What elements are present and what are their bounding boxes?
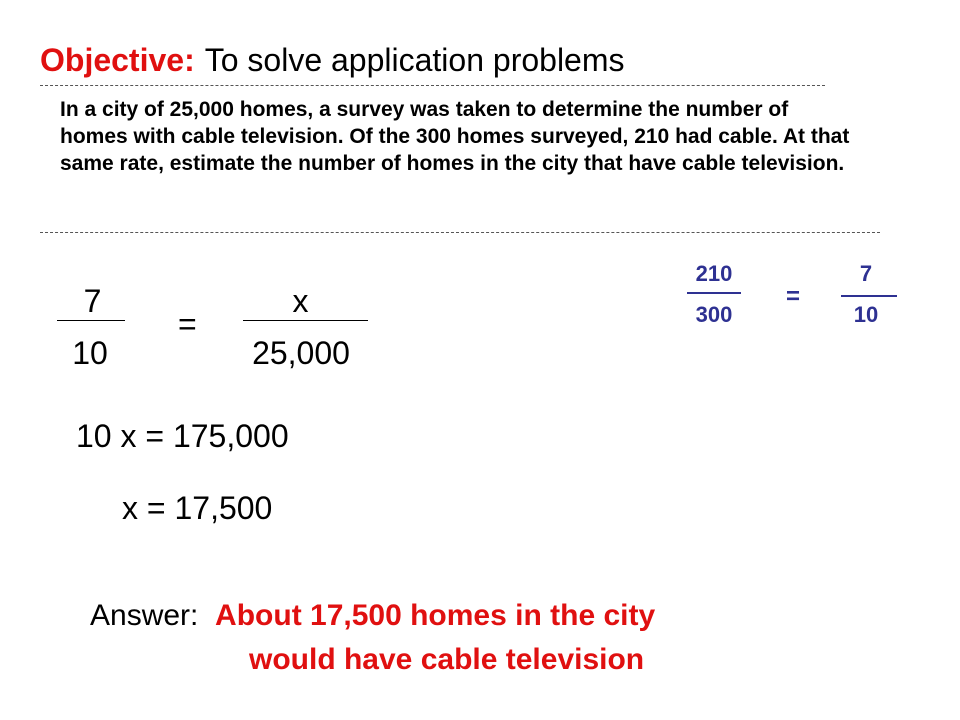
proportion-left-denominator: 10 — [72, 335, 108, 371]
answer-text-line-2: would have cable television — [249, 643, 645, 676]
objective-label: Objective: — [40, 42, 195, 78]
side-ratio-right-denominator: 10 — [853, 302, 879, 327]
bottom-divider — [40, 232, 880, 233]
side-ratio-left-fraction-bar — [687, 292, 741, 294]
proportion-left-numerator: 7 — [83, 283, 102, 319]
objective-heading — [40, 40, 625, 80]
side-ratio-right-fraction-bar — [841, 295, 897, 297]
step-cross-multiply: 10 x = 175,000 — [76, 418, 289, 454]
proportion-right-fraction-bar — [243, 320, 368, 321]
answer-text-line-1: About 17,500 homes in the city — [215, 599, 656, 632]
side-ratio-left-denominator: 300 — [695, 302, 733, 327]
proportion-left-fraction-bar — [57, 320, 125, 321]
proportion-right-numerator: x — [292, 283, 309, 319]
problem-statement: In a city of 25,000 homes, a survey was taken to determine the number of homes with cable television. Of the 300 homes surveyed, 210 had cable. At that same rate, estimate the number of homes in the city that have cable television. — [60, 98, 850, 175]
step-solve: x = 17,500 — [122, 490, 273, 526]
objective-text: To solve application problems — [204, 42, 625, 78]
proportion-equals: = — [178, 306, 197, 342]
proportion-right-denominator: 25,000 — [252, 335, 350, 371]
side-ratio-right-numerator: 7 — [859, 261, 873, 286]
top-divider — [40, 85, 825, 86]
side-ratio-left-numerator: 210 — [695, 261, 733, 286]
answer-line-1 — [90, 596, 655, 636]
answer-label: Answer: — [90, 599, 199, 632]
side-ratio-equals: = — [786, 283, 801, 310]
